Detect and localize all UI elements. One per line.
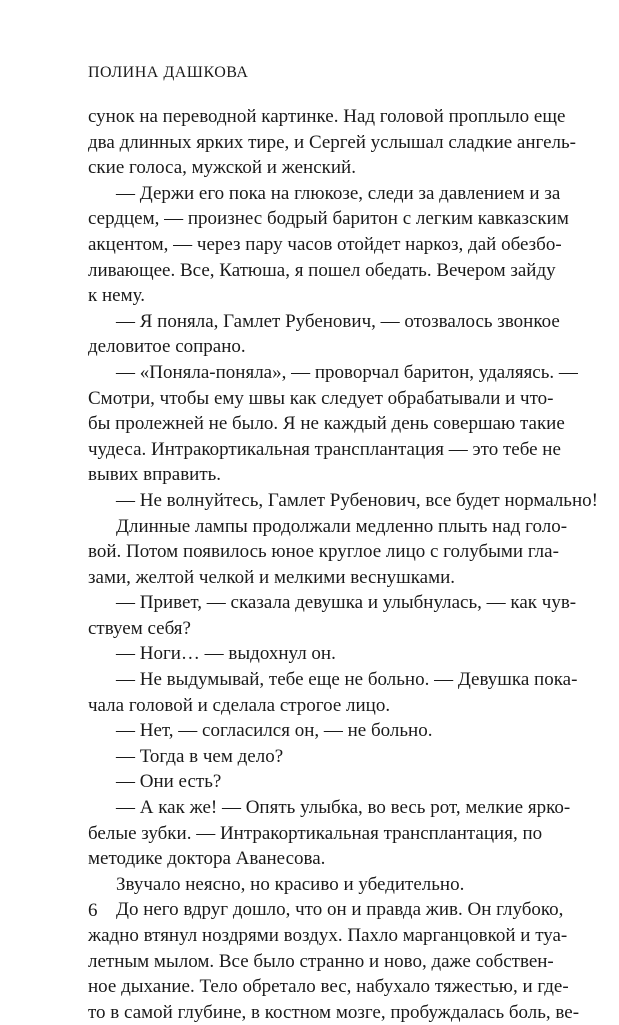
text-line: зами, желтой челкой и мелкими веснушками. bbox=[88, 566, 456, 588]
text-line: ливающее. Все, Катюша, я пошел обедать. Вечером зайду bbox=[88, 259, 556, 281]
text-line: — А как же! — Опять улыбка, во весь рот, мелкие ярко- bbox=[116, 797, 571, 819]
text-line: ские голоса, мужской и женский. bbox=[88, 157, 356, 179]
text-line: До него вдруг дошло, что он и правда жив. Он глубоко, bbox=[116, 899, 564, 921]
text-line: чала головой и сделала строгое лицо. bbox=[88, 694, 391, 716]
text-line: Звучало неясно, но красиво и убедительно. bbox=[116, 873, 465, 895]
text-line: вой. Потом появилось юное круглое лицо с голубыми гла- bbox=[88, 541, 559, 563]
text-line: — Привет, — сказала девушка и улыбнулась, — как чув- bbox=[116, 592, 577, 614]
text-line: — Они есть? bbox=[116, 771, 222, 793]
body-text bbox=[88, 104, 598, 1025]
text-line: деловитое сопрано. bbox=[88, 336, 246, 358]
text-line: — Ноги… — выдохнул он. bbox=[116, 643, 336, 665]
text-line: то в самой глубине, в костном мозге, пробуждалась боль, ве- bbox=[88, 1001, 580, 1023]
running-header-author: ПОЛИНА ДАШКОВА bbox=[88, 64, 249, 81]
text-line: акцентом, — через пару часов отойдет наркоз, дай обезбо- bbox=[88, 233, 562, 255]
text-line: методике доктора Аванесова. bbox=[88, 848, 326, 870]
text-line: вывих вправить. bbox=[88, 464, 222, 486]
text-line: сунок на переводной картинке. Над головой проплыло еще bbox=[88, 106, 566, 127]
text-line: бы пролежней не было. Я не каждый день совершаю такие bbox=[88, 413, 565, 435]
text-line: к нему. bbox=[88, 285, 145, 307]
text-line: — Нет, — согласился он, — не больно. bbox=[116, 720, 433, 742]
text-line: Смотри, чтобы ему швы как следует обрабатывали и что- bbox=[88, 387, 554, 409]
text-line: ное дыхание. Тело обретало вес, набухало тяжестью, и где- bbox=[88, 976, 569, 998]
text-line: — «Поняла-поняла», — проворчал баритон, удаляясь. — bbox=[116, 361, 578, 383]
text-line: сердцем, — произнес бодрый баритон с легким кавказским bbox=[88, 208, 569, 230]
text-line: два длинных ярких тире, и Сергей услышал сладкие ангель- bbox=[88, 131, 576, 153]
text-line: чудеса. Интракортикальная трансплантация — это тебе не bbox=[88, 438, 561, 460]
text-line: — Не волнуйтесь, Гамлет Рубенович, все будет нормально! bbox=[116, 489, 598, 511]
text-line: ствуем себя? bbox=[88, 617, 191, 639]
text-line: жадно втянул ноздрями воздух. Пахло марганцовкой и туа- bbox=[88, 925, 568, 946]
text-line: белые зубки. — Интракортикальная трансплантация, по bbox=[88, 822, 543, 844]
page-number: 6 bbox=[88, 900, 98, 921]
text-line: летным мылом. Все было странно и ново, даже собствен- bbox=[88, 950, 554, 972]
text-line: — Не выдумывай, тебе еще не больно. — Девушка пока- bbox=[116, 669, 578, 691]
text-line: — Я поняла, Гамлет Рубенович, — отозвалось звонкое bbox=[116, 310, 560, 332]
text-line: Длинные лампы продолжали медленно плыть над голо- bbox=[116, 515, 568, 537]
text-line: — Держи его пока на глюкозе, следи за давлением и за bbox=[116, 182, 561, 204]
text-line: — Тогда в чем дело? bbox=[116, 745, 284, 767]
